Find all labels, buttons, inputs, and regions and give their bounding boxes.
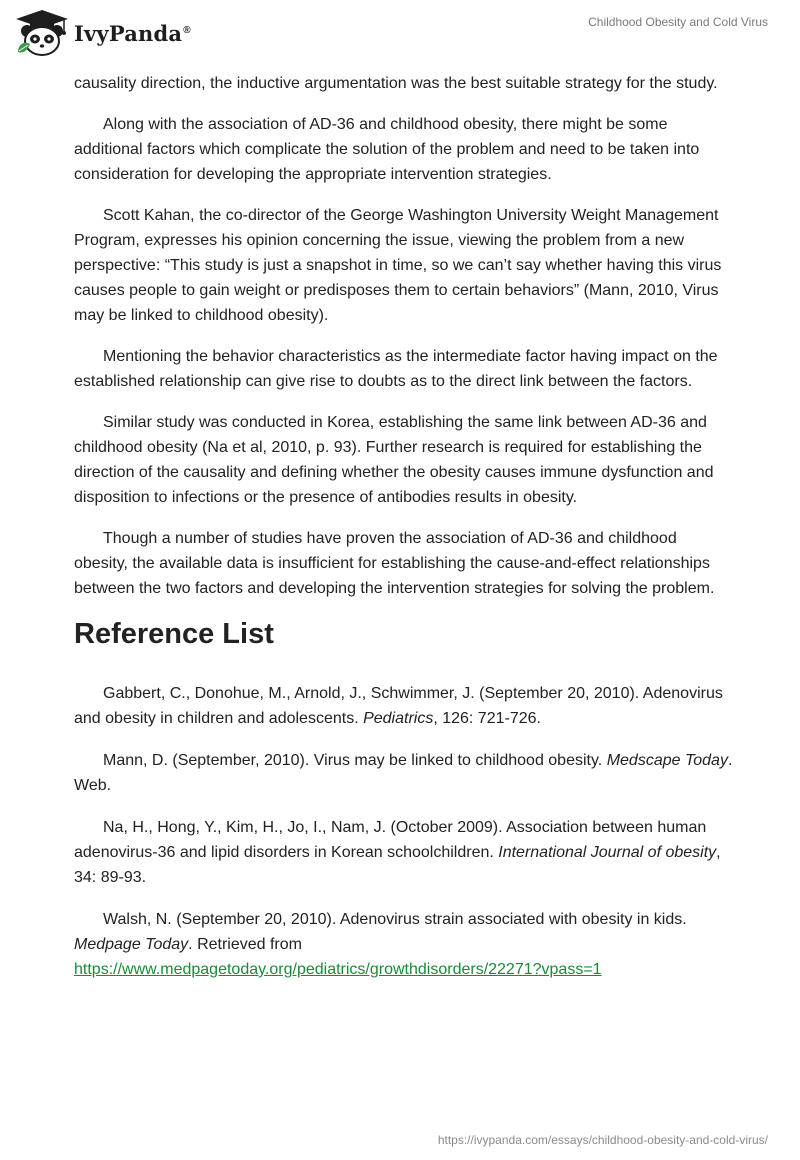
reference-item: Mann, D. (September, 2010). Virus may be linked to childhood obesity. Medscape Today. Web. [74, 752, 733, 794]
reference-link[interactable]: https://www.medpagetoday.org/pediatrics/growthdisorders/22271?vpass=1 [74, 961, 602, 978]
reference-item: Na, H., Hong, Y., Kim, H., Jo, I., Nam, J. (October 2009). Association between human adenovirus-36 and lipid disorders in Korean schoolchildren. International Journal of obesity, 34: 89-93. [74, 819, 721, 886]
essay-content [74, 71, 734, 999]
reference-item: Walsh, N. (September 20, 2010). Adenovirus strain associated with obesity in kids. Medpage Today. Retrieved from https://www.medpagetoday.org/pediatrics/growthdisorders/22271?vpass=1 [74, 911, 687, 978]
journal-title: Pediatrics [363, 710, 434, 727]
journal-title: International Journal of obesity [498, 844, 717, 861]
reference-item: Gabbert, C., Donohue, M., Arnold, J., Schwimmer, J. (September 20, 2010). Adenovirus and obesity in children and adolescents. Pediatrics, 126: 721-726. [74, 685, 723, 727]
paragraph: Though a number of studies have proven the association of AD-36 and childhood obesity, the available data is insufficient for establishing the cause-and-effect relationships between the two factors and developing the intervention strategies for solving the problem. [74, 530, 715, 597]
paragraph: causality direction, the inductive argumentation was the best suitable strategy for the study. [74, 75, 718, 92]
reference-list-heading: Reference List [74, 618, 274, 650]
paragraph: Mentioning the behavior characteristics as the intermediate factor having impact on the established relationship can give rise to doubts as to the direct link between the factors. [74, 348, 718, 390]
logo-text: IvyPanda® [74, 20, 191, 46]
journal-title: Medpage Today [74, 936, 189, 953]
document-title: Childhood Obesity and Cold Virus [588, 15, 768, 29]
journal-title: Medscape Today [606, 752, 728, 769]
footer-url[interactable]: https://ivypanda.com/essays/childhood-obesity-and-cold-virus/ [437, 1133, 768, 1147]
page-header [0, 0, 800, 66]
paragraph: Similar study was conducted in Korea, establishing the same link between AD-36 and childhood obesity (Na et al, 2010, p. 93). Further research is required for establishing the direction of the causality and defining whether the obesity causes immune dysfunction and disposition to infections or the presence of antibodies results in obesity. [74, 414, 714, 506]
paragraph: Scott Kahan, the co-director of the George Washington University Weight Management Program, expresses his opinion concerning the issue, viewing the problem from a new perspective: “This study is just a snapshot in time, so we can’t say whether having this virus causes people to gain weight or predisposes them to certain behaviors” (Mann, 2010, Virus may be linked to childhood obesity). [74, 207, 722, 324]
ivypanda-logo[interactable] [14, 8, 191, 58]
panda-graduate-icon [14, 8, 70, 58]
paragraph: Along with the association of AD-36 and childhood obesity, there might be some additional factors which complicate the solution of the problem and need to be taken into consideration for developing the appropriate intervention strategies. [74, 116, 700, 183]
